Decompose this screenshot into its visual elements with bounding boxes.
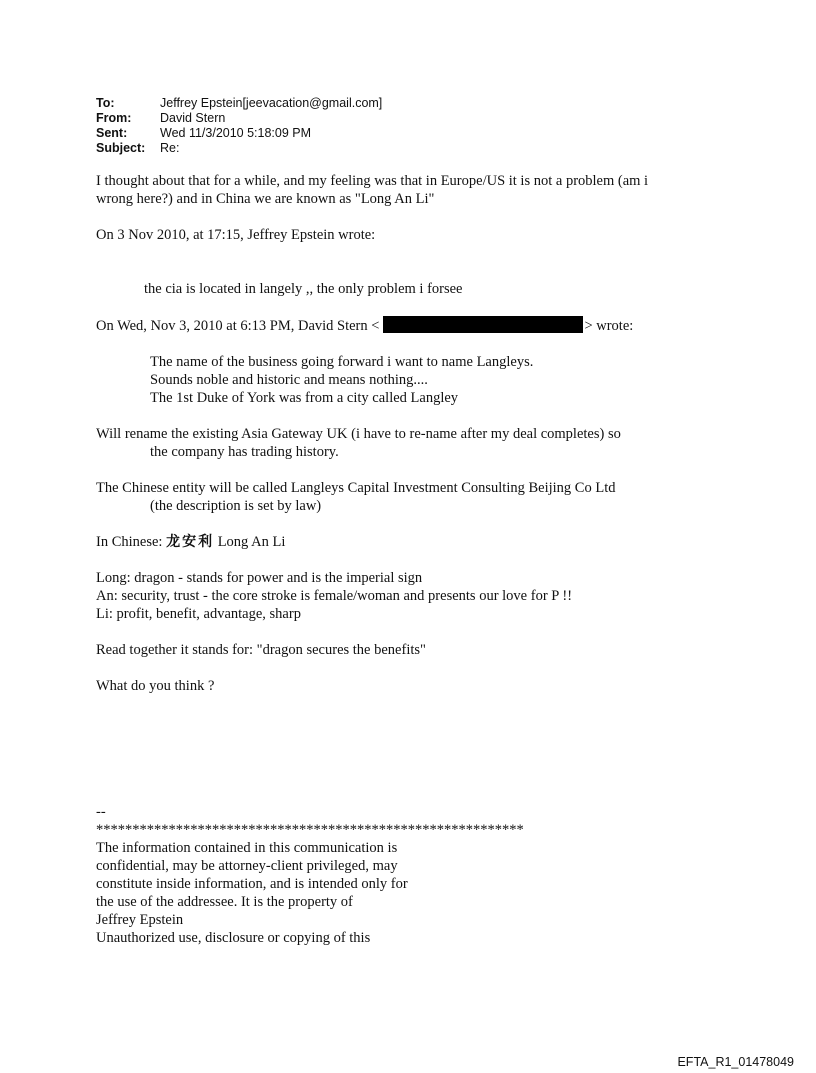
chinese-romanized: Long An Li	[217, 534, 286, 550]
disclaimer-line: The information contained in this communication is	[96, 840, 398, 856]
quote2-attribution-prefix: On Wed, Nov 3, 2010 at 6:13 PM, David Stern <	[96, 318, 380, 334]
quote2-attribution	[96, 316, 756, 335]
redaction-bar	[383, 316, 583, 333]
document-id: EFTA_R1_01478049	[677, 1055, 794, 1069]
reply-line-2: wrong here?) and in China we are known as "Long An Li"	[96, 191, 435, 207]
subject-value: Re:	[160, 141, 180, 155]
disclaimer-line: Unauthorized use, disclosure or copying of this	[96, 930, 371, 946]
quote1-attribution: On 3 Nov 2010, at 17:15, Jeffrey Epstein wrote:	[96, 227, 376, 243]
signature-stars: ***********************************************************	[96, 822, 524, 838]
chinese-prefix: In Chinese:	[96, 534, 163, 550]
meaning-line: Long: dragon - stands for power and is the imperial sign	[96, 570, 423, 586]
to-value: Jeffrey Epstein[jeevacation@gmail.com]	[160, 96, 383, 110]
subject-row	[96, 141, 382, 156]
chinese-name-line	[96, 533, 756, 551]
business-line: Sounds noble and historic and means nothing....	[150, 372, 428, 388]
sent-value: Wed 11/3/2010 5:18:09 PM	[160, 126, 312, 140]
from-label: From:	[96, 111, 132, 125]
question-line: What do you think ?	[96, 678, 215, 694]
chinese-entity-line-1: The Chinese entity will be called Langleys Capital Investment Consulting Beijing Co Ltd	[96, 480, 616, 496]
meaning-line: Li: profit, benefit, advantage, sharp	[96, 606, 301, 622]
to-label: To:	[96, 96, 115, 110]
quote2-attribution-suffix: > wrote:	[584, 318, 634, 334]
sent-row	[96, 126, 382, 141]
disclaimer-line: the use of the addressee. It is the property of	[96, 894, 353, 910]
business-line: The 1st Duke of York was from a city called Langley	[150, 390, 459, 406]
chinese-characters: 龙安利	[166, 534, 215, 550]
rename-line-1: Will rename the existing Asia Gateway UK (i have to re-name after my deal completes) so	[96, 426, 621, 442]
disclaimer-line: constitute inside information, and is intended only for	[96, 876, 408, 892]
from-value: David Stern	[160, 111, 226, 125]
from-row	[96, 111, 382, 126]
business-name-block	[96, 353, 756, 407]
to-row	[96, 96, 382, 111]
business-line: The name of the business going forward i want to name Langleys.	[150, 354, 534, 370]
meaning-line: An: security, trust - the core stroke is female/woman and presents our love for P !!	[96, 588, 573, 604]
sent-label: Sent:	[96, 126, 128, 140]
rename-line-2: the company has trading history.	[150, 444, 339, 460]
read-together-line: Read together it stands for: "dragon secures the benefits"	[96, 642, 426, 658]
disclaimer-line: Jeffrey Epstein	[96, 912, 184, 928]
reply-line-1: I thought about that for a while, and my feeling was that in Europe/US it is not a problem (am i	[96, 173, 649, 189]
meanings-block	[96, 569, 756, 623]
subject-label: Subject:	[96, 141, 146, 155]
email-header	[96, 96, 382, 156]
disclaimer-line: confidential, may be attorney-client privileged, may	[96, 858, 398, 874]
email-body	[96, 172, 756, 947]
disclaimer	[96, 839, 756, 947]
quote1-message: the cia is located in langely ,, the only problem i forsee	[144, 281, 463, 297]
chinese-entity-line-2: (the description is set by law)	[150, 498, 322, 514]
signature-dashes: --	[96, 804, 106, 820]
